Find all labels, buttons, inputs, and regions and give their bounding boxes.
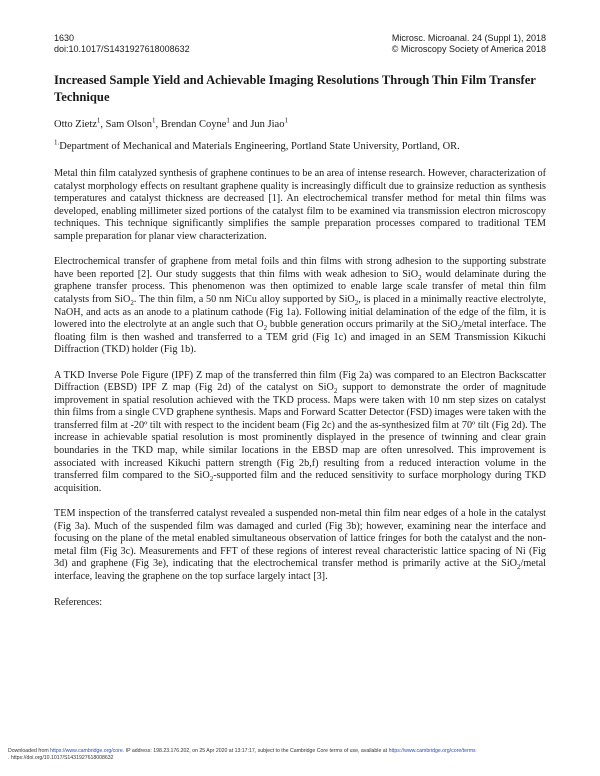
footer-prefix: Downloaded from	[8, 748, 51, 754]
footer-line-2: . https://doi.org/10.1017/S1431927618008632	[8, 755, 114, 761]
header-left	[54, 33, 190, 55]
download-footer	[8, 748, 592, 762]
author-affiliation-mark: 1	[284, 116, 288, 125]
copyright: © Microscopy Society of America 2018	[391, 44, 546, 54]
journal-citation: Microsc. Microanal. 24 (Suppl 1), 2018	[391, 33, 546, 43]
paragraph-intro: Metal thin film catalyzed synthesis of graphene continues to be an area of intense research. However, characterization of catalyst morphology effects on resultant graphene quality is increasingly difficult due to grainsize reduction as synthesis temperatures and catalyst thickness are decreased [1]. An electrochemical transfer method for metal thin films was developed, enabling millimeter sized portions of the catalyst film to be examined via transmission electron microscopy techniques. This technique significantly simplifies the sample preparation processes compared to traditional TEM sample preparation for planar view characterization.	[54, 168, 546, 242]
footer-line-1	[8, 748, 592, 755]
author-name: Jun Jiao	[250, 119, 285, 130]
page-number: 1630	[54, 33, 75, 43]
author-affiliation-mark: 1	[152, 116, 156, 125]
author-separator: ,	[100, 119, 106, 130]
paragraph-tem: TEM inspection of the transferred catalyst revealed a suspended non-metal thin film near edges of a hole in the catalyst (Fig 3a). Much of the suspended film was damaged and curled (Fig 3b); however, examining near the interface and focusing on the plane of the metal enabled simultaneous observation of lattice fringes for both the catalyst and the non-metal film (Fig 3c). Measurements and FFT of these regions of interest reveal characteristic lattice spacing of Ni (Fig 3d) and graphene (Fig 3e), indicating that the electrochemical transfer method is primarily active at the SiO$_2$/metal interface, leaving the graphene on the top surface largely intact [3].	[54, 508, 546, 582]
header-right	[392, 33, 546, 55]
author-name: Otto Zietz	[54, 119, 97, 130]
affiliation-text: Department of Mechanical and Materials Engineering, Portland State University, Portland, OR.	[59, 141, 460, 152]
author-separator: and	[229, 119, 251, 130]
author-list	[54, 118, 546, 131]
author-separator: ,	[155, 119, 161, 130]
author-affiliation-mark: 1	[226, 116, 230, 125]
footer-link-terms[interactable]: https://www.cambridge.org/core/terms	[388, 748, 476, 754]
article-body	[54, 72, 546, 609]
article-title: Increased Sample Yield and Achievable Imaging Resolutions Through Thin Film Transfer Technique	[54, 73, 536, 104]
affiliation-mark: 1.	[54, 138, 60, 147]
author-name: Sam Olson	[105, 119, 153, 130]
paragraph-tkd: A TKD Inverse Pole Figure (IPF) Z map of the transferred thin film (Fig 2a) was compared to an Electron Backscatter Diffraction (EBSD) IPF Z map (Fig 2d) of the catalyst on SiO$_2$ support to demonstrate the order of magnitude improvement in spatial resolution achieved with the TKD process. Maps were taken with 10 nm step sizes on catalyst thin films from a single CVD graphene synthesis. Maps and Forward Scatter Detector (FSD) images were taken with the transferred film at -20º tilt with respect to the incident beam (Fig 2c) and the as-synthesized film at 70º tilt (Fig 2d). The increase in achievable spatial resolution is most prominently displayed in the presence of twinning and clear grain boundaries in the TKD map, while similar locations in the EBSD map are often unresolved. This improvement is associated with increased Kikuchi pattern strength (Fig 2b,f) resulting from a reduced interaction volume in the transferred film compared to the SiO$_2$-supported film and the reduced sensitivity to surface morphology during TKD acquisition.	[54, 369, 546, 494]
paragraph-method: Electrochemical transfer of graphene from metal foils and thin films with strong adhesion to the supporting substrate have been reported [2]. Our study suggests that thin films with weak adhesion to SiO$_2$ would delaminate during the graphene transfer process. This phenomenon was then optimized to enable large scale transfer of metal thin film catalysts from SiO$_2$. The thin film, a 50 nm NiCu alloy supported by SiO$_2$, is placed in a minimally reactive electrolyte, NaOH, and acts as an anode to a platinum cathode (Fig 1a). Following initial delamination of the edge of the film, it is lowered into the electrolyte at an angle such that $O_2$ bubble generation occurs primarily at the SiO$_2$/metal interface. The floating film is then washed and transferred to a TEM grid (Fig 1c) and imaged in an SEM Transmission Kikuchi Diffraction (TKD) holder (Fig 1b).	[54, 256, 546, 356]
footer-middle: . IP address: 198.23.176.202, on 25 Apr 2020 at 13:17:17, subject to the Cambridge Core terms of use, available at	[122, 748, 389, 754]
references-heading: References:	[54, 596, 103, 608]
doi: doi:10.1017/S1431927618008632	[54, 44, 190, 54]
author-name: Brendan Coyne	[160, 119, 227, 130]
footer-link-core[interactable]: https://www.cambridge.org/core	[50, 748, 123, 754]
affiliation	[54, 140, 546, 153]
author-affiliation-mark: 1	[96, 116, 101, 125]
